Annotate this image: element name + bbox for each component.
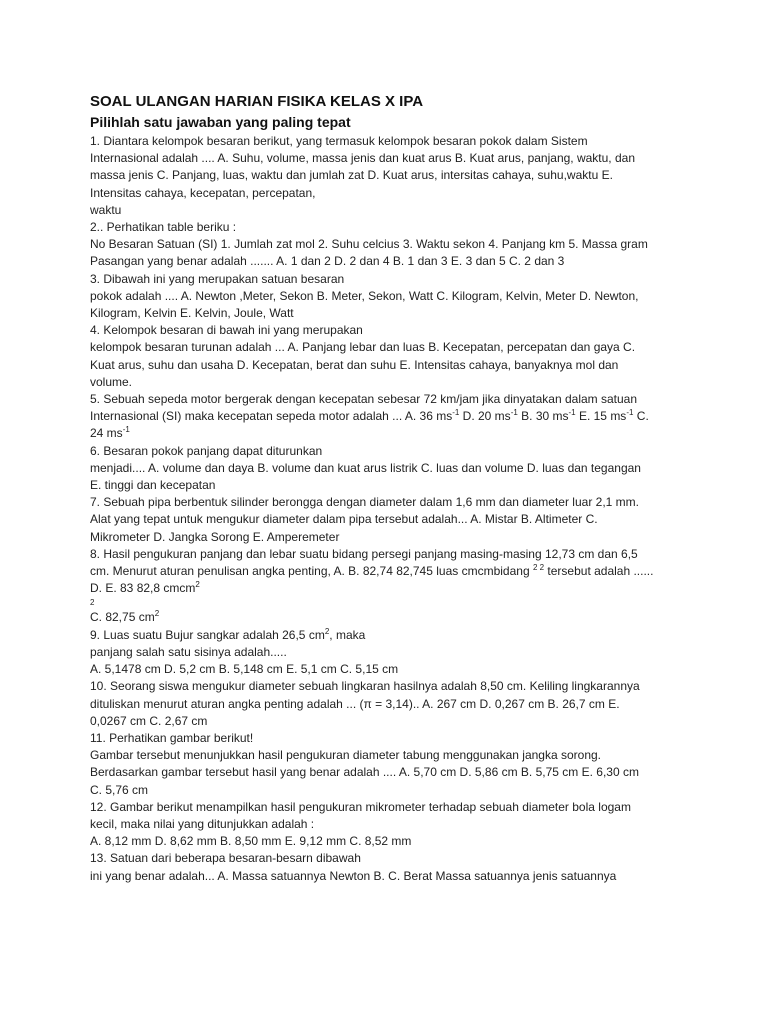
text-line-q8: D. E. 83 82,8 cmcm$^2$ [90,580,200,596]
text-line: 8. Hasil pengukuran panjang dan lebar suatu bidang persegi panjang masing-masing 12,73 cm dan 6,5 [90,546,638,561]
text-line: 13. Satuan dari beberapa besaran-besarn dibawah [90,851,361,866]
text-line: A. 8,12 mm D. 8,62 mm B. 8,50 mm E. 9,12 mm C. 8,52 mm [90,834,412,849]
text-line: Berdasarkan gambar tersebut hasil yang benar adalah .... A. 5,70 cm D. 5,86 cm B. 5,75 cm E. 6,30 cm [90,765,639,780]
text-line: menjadi.... A. volume dan daya B. volume dan kuat arus listrik C. luas dan volume D. luas dan tegangan [90,460,641,475]
text-line: kecil, maka nilai yang ditunjukkan adalah : [90,816,315,831]
text-line: No Besaran Satuan (SI) 1. Jumlah zat mol 2. Suhu celcius 3. Waktu sekon 4. Panjang km 5. Massa gram [90,237,648,252]
text-line: 12. Gambar berikut menampilkan hasil pengukuran mikrometer terhadap sebuah diameter bola logam [90,799,631,814]
text-line: massa jenis C. Panjang, luas, waktu dan jumlah zat D. Kuat arus, intersitas cahaya, suhu,waktu E. [90,168,613,183]
text-line: Mikrometer D. Jangka Sorong E. Amperemeter [90,529,340,544]
text-line: A. 5,1478 cm D. 5,2 cm B. 5,148 cm E. 5,1 cm C. 5,15 cm [90,662,399,677]
text-line: Kuat arus, suhu dan usaha D. Kecepatan, berat dan suhu E. Intensitas cahaya, banyaknya mol dan [90,357,619,372]
text-line: 1. Diantara kelompok besaran berikut, yang termasuk kelompok besaran pokok dalam Sistem [90,134,588,148]
text-line: waktu [90,202,122,217]
text-line: 2.. Perhatikan table beriku : [90,220,237,235]
text-line: 4. Kelompok besaran di bawah ini yang merupakan [90,323,363,338]
text-line: C. 5,76 cm [90,782,149,797]
text-line-q5: Internasional (SI) maka kecepatan sepeda motor adalah ... A. 36 $ms^{-1}$ D. 20 $ms^{-1}$ B. 30 $ms^{-1}$ E. 15 $ms^{-1}$ C. [90,408,649,424]
text-line-q9: 9. Luas suatu Bujur sangkar adalah 26,5 $cm^2$, maka [90,626,366,642]
document-body [90,92,680,885]
text-line: 7. Sebuah pipa berbentuk silinder berongga dengan diameter dalam 1,6 mm dan diameter luar 2,1 mm. [90,495,639,510]
text-line-q8: cm. Menurut aturan penulisan angka penting, A. B. 82,74 82,745 luas cmcmbidang $^{2 2}$ tersebut adalah ...... [90,563,654,579]
text-line: E. tinggi dan kecepatan [90,478,216,493]
text-line: ini yang benar adalah... A. Massa satuannya Newton B. C. Berat Massa satuannya jenis satuannya [90,868,617,883]
text-line: 0,0267 cm C. 2,67 cm [90,713,208,728]
text-line: 5. Sebuah sepeda motor bergerak dengan kecepatan sebesar 72 km/jam jika dinyatakan dalam satuan [90,392,638,407]
text-line: 3. Dibawah ini yang merupakan satuan besaran [90,271,345,286]
text-line: Intensitas cahaya, kecepatan, percepatan, [90,185,316,200]
text-line: Alat yang tepat untuk mengukur diameter dalam pipa tersebut adalah... A. Mistar B. Altimeter C. [90,512,598,527]
page-title: SOAL ULANGAN HARIAN FISIKA KELAS X IPA [90,93,424,110]
text-line: 10. Seorang siswa mengukur diameter sebuah lingkaran hasilnya adalah 8,50 cm. Keliling lingkarannya [90,679,640,694]
page-subtitle: Pilihlah satu jawaban yang paling tepat [90,114,351,130]
text-line: 11. Perhatikan gambar berikut! [90,730,254,745]
text-line: dituliskan menurut aturan angka penting adalah ... (π = 3,14).. A. 267 cm D. 0,267 cm B. 26,7 cm E. [90,696,620,711]
text-line-q8: C. 82,75 $cm^2$ [90,609,160,625]
text-line: Internasional adalah .... A. Suhu, volume, massa jenis dan kuat arus B. Kuat arus, panjang, waktu, dan [90,151,635,166]
text-line: panjang salah satu sisinya adalah..... [90,644,287,659]
text-line: kelompok besaran turunan adalah ... A. Panjang lebar dan luas B. Kecepatan, percepatan dan gaya C. [90,340,636,355]
text-line: Kilogram, Kelvin E. Kelvin, Joule, Watt [90,306,294,321]
text-line: volume. [90,374,133,389]
text-line: Pasangan yang benar adalah ....... A. 1 dan 2 D. 2 dan 4 B. 1 dan 3 E. 3 dan 5 C. 2 dan 3 [90,254,565,269]
text-line: Gambar tersebut menunjukkan hasil pengukuran diameter tabung menggunakan jangka sorong. [90,748,601,763]
text-line-q5: 24 $ms^{-1}$ [90,425,130,441]
text-line-q8-superscript: 2 [90,598,95,608]
text-line: 6. Besaran pokok panjang dapat diturunkan [90,443,323,458]
text-line: pokok adalah .... A. Newton ,Meter, Sekon B. Meter, Sekon, Watt C. Kilogram, Kelvin, Meter D. Newton, [90,288,639,303]
